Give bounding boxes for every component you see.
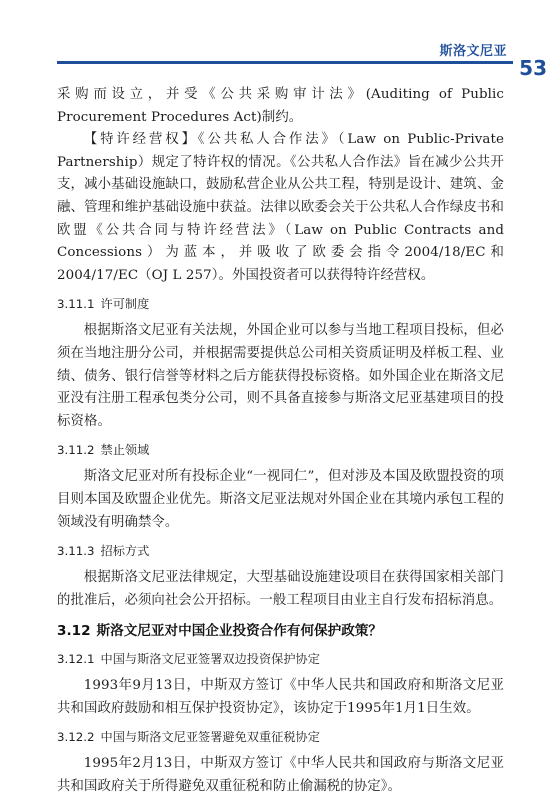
subsection-heading-3-11-3	[57, 542, 504, 560]
section-title: 斯洛文尼亚对中国企业投资合作有何保护政策？	[96, 623, 383, 640]
paragraph-prohibited-areas: 斯洛文尼亚对所有投标企业“一视同仁”，但对涉及本国及欧盟投资的项目则本国及欧盟企业优先。斯洛文尼亚法规对外国企业在其境内承包工程的领域没有明确禁令。	[57, 469, 504, 530]
subsection-title: 招标方式	[100, 544, 150, 559]
header-divider	[57, 61, 513, 64]
section-heading-3-12	[57, 621, 504, 641]
subsection-number: 3.11.2	[57, 443, 95, 458]
header-country-label: 斯洛文尼亚	[439, 44, 507, 59]
subsection-title: 中国与斯洛文尼亚签署避免双重征税协定	[100, 730, 320, 745]
subsection-number: 3.12.2	[57, 730, 95, 745]
page-number: 53	[519, 56, 547, 80]
section-number: 3.12	[57, 623, 91, 640]
paragraph-investment-agreement: 1993年9月13日，中斯双方签订《中华人民共和国政府和斯洛文尼亚共和国政府鼓励和相互保护投资协定》，该协定于1995年1月1日生效。	[57, 678, 504, 716]
paragraph-tender-method: 根据斯洛文尼亚法律规定，大型基础设施建设项目在获得国家相关部门的批准后，必须向社会公开招标。一般工程项目由业主自行发布招标消息。	[57, 570, 504, 608]
subsection-title: 中国与斯洛文尼亚签署双边投资保护协定	[100, 652, 320, 667]
page-body	[57, 84, 504, 799]
paragraph-procurement: 采购而设立，并受《公共采购审计法》(Auditing of Public Procurement Procedures Act)制约。	[57, 87, 504, 125]
subsection-heading-3-12-2	[57, 728, 504, 746]
subsection-heading-3-12-1	[57, 650, 504, 668]
subsection-heading-3-11-1	[57, 295, 504, 313]
subsection-title: 禁止领域	[100, 443, 150, 458]
paragraph-tax-agreement: 1995年2月13日，中斯双方签订《中华人民共和国政府与斯洛文尼亚共和国政府关于所得避免双重征税和防止偷漏税的协定》。	[57, 756, 504, 795]
paragraph-concession: 【特许经营权】《公共私人合作法》（Law on Public-Private Partnership）规定了特许权的情况。《公共私人合作法》旨在减少公共开支，减小基础设施缺口，鼓励私营企业从公共工程，特别是设计、建筑、金融、管理和维护基础设施中获益。法律以欧委会关于公共私人合作绿皮书和欧盟《公共合同与特许经营法》（Law on Public Contracts and Concessions）为蓝本，并吸收了欧委会指令2004/18/EC和2004/17/EC（OJ L 257）。外国投资者可以获得特许经营权。	[57, 132, 504, 283]
subsection-heading-3-11-2	[57, 441, 504, 459]
subsection-title: 许可制度	[100, 297, 150, 312]
subsection-number: 3.11.1	[57, 297, 95, 312]
subsection-number: 3.11.3	[57, 544, 95, 559]
paragraph-licensing: 根据斯洛文尼亚有关法规，外国企业可以参与当地工程项目投标，但必须在当地注册分公司，并根据需要提供总公司相关资质证明及样板工程、业绩、债务、银行信誉等材料之后方能获得投标资格。如外国企业在斯洛文尼亚没有注册工程承包类分公司，则不具备直接参与斯洛文尼亚基建项目的投标资格。	[57, 323, 504, 429]
subsection-number: 3.12.1	[57, 652, 95, 667]
